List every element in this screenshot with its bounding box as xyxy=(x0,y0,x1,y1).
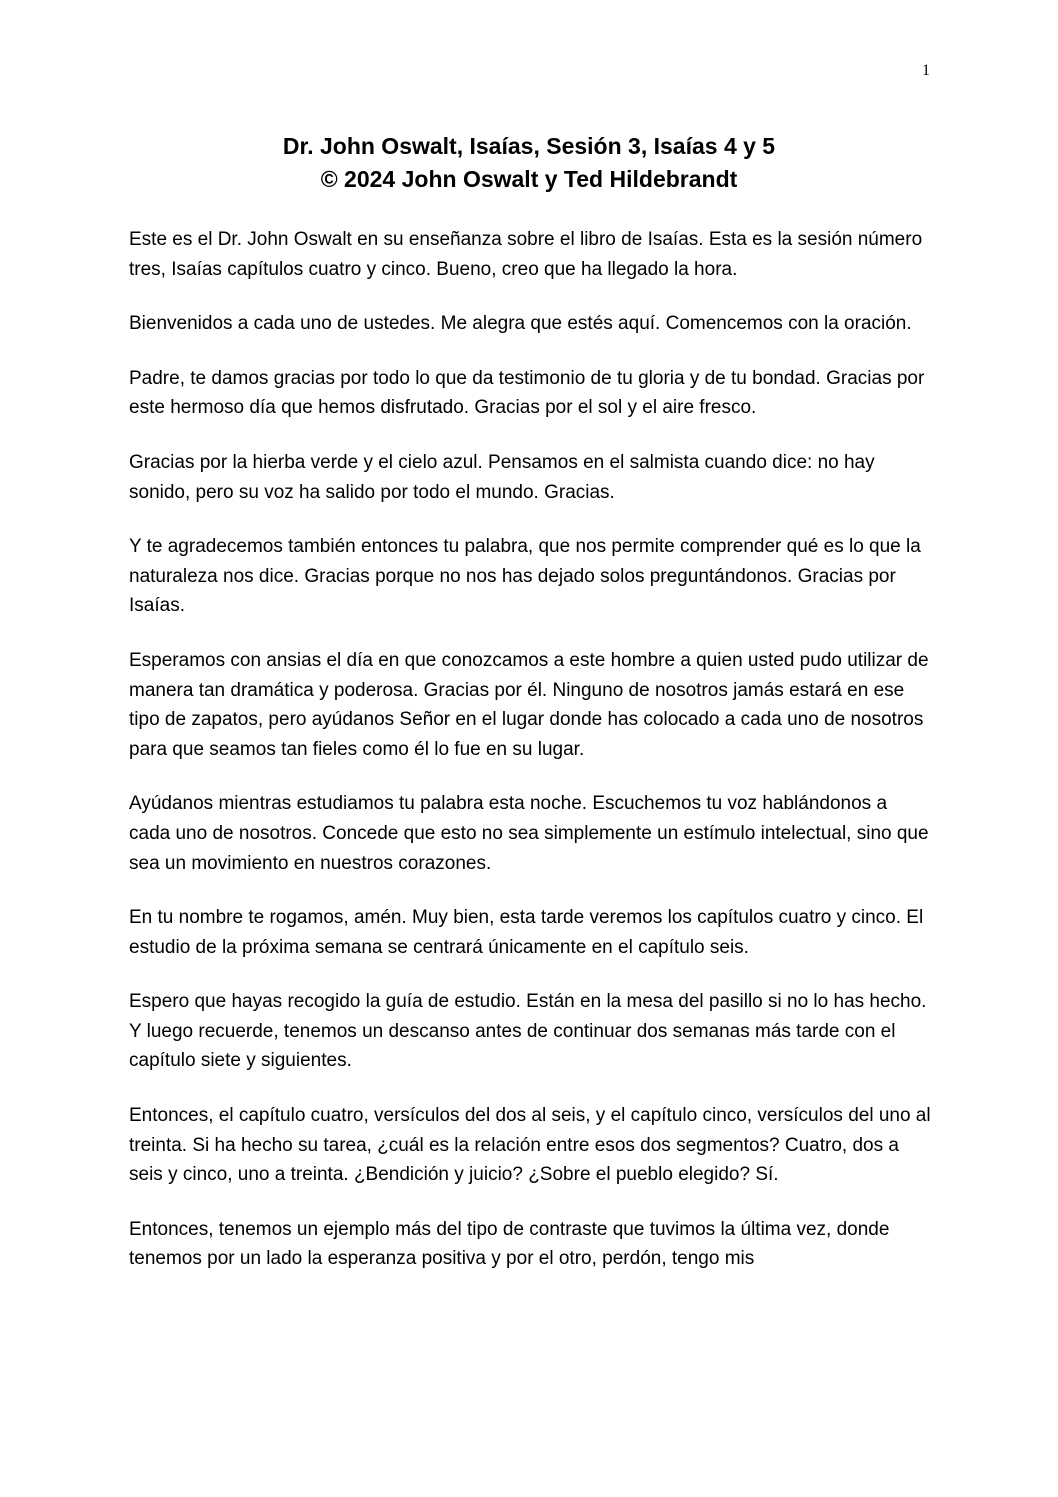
paragraph: Padre, te damos gracias por todo lo que da testimonio de tu gloria y de tu bondad. Gracias por este hermoso día que hemos disfrutado. Gracias por el sol y el aire fresco. xyxy=(129,367,925,419)
document-title xyxy=(0,130,1058,196)
title-line-1: Dr. John Oswalt, Isaías, Sesión 3, Isaías 4 y 5 xyxy=(282,133,776,159)
paragraph: Ayúdanos mientras estudiamos tu palabra esta noche. Escuchemos tu voz hablándonos a cada uno de nosotros. Concede que esto no sea simplemente un estímulo intelectual, sino que sea un movimiento en nuestros corazones. xyxy=(129,793,929,874)
paragraph: Entonces, el capítulo cuatro, versículos del dos al seis, y el capítulo cinco, versículos del uno al treinta. Si ha hecho su tarea, ¿cuál es la relación entre esos dos segmentos? Cuatro, dos a seis y cinco, uno a treinta. ¿Bendición y juicio? ¿Sobre el pueblo elegido? Sí. xyxy=(129,1105,931,1186)
paragraph: Y te agradecemos también entonces tu palabra, que nos permite comprender qué es lo que la naturaleza nos dice. Gracias porque no nos has dejado solos preguntándonos. Gracias por Isaías. xyxy=(129,536,921,617)
page-number: 1 xyxy=(922,62,930,79)
title-line-2: © 2024 John Oswalt y Ted Hildebrandt xyxy=(320,166,738,192)
paragraph: En tu nombre te rogamos, amén. Muy bien, esta tarde veremos los capítulos cuatro y cinco. El estudio de la próxima semana se centrará únicamente en el capítulo seis. xyxy=(129,907,924,958)
paragraph: Espero que hayas recogido la guía de estudio. Están en la mesa del pasillo si no lo has hecho. Y luego recuerde, tenemos un descanso antes de continuar dos semanas más tarde con el capítulo siete y siguientes. xyxy=(129,991,927,1072)
paragraph: Esperamos con ansias el día en que conozcamos a este hombre a quien usted pudo utilizar de manera tan dramática y poderosa. Gracias por él. Ninguno de nosotros jamás estará en ese tipo de zapatos, pero ayúdanos Señor en el lugar donde has colocado a cada uno de nosotros para que seamos tan fieles como él lo fue en su lugar. xyxy=(129,649,929,760)
paragraph: Gracias por la hierba verde y el cielo azul. Pensamos en el salmista cuando dice: no hay sonido, pero su voz ha salido por todo el mundo. Gracias. xyxy=(129,451,875,503)
paragraph: Bienvenidos a cada uno de ustedes. Me alegra que estés aquí. Comencemos con la oración. xyxy=(129,313,912,335)
paragraph: Este es el Dr. John Oswalt en su enseñanza sobre el libro de Isaías. Esta es la sesión número tres, Isaías capítulos cuatro y cinco. Bueno, creo que ha llegado la hora. xyxy=(129,229,923,280)
document-body xyxy=(129,225,933,1299)
paragraph: Entonces, tenemos un ejemplo más del tipo de contraste que tuvimos la última vez, donde tenemos por un lado la esperanza positiva y por el otro, perdón, tengo mis xyxy=(129,1218,890,1270)
